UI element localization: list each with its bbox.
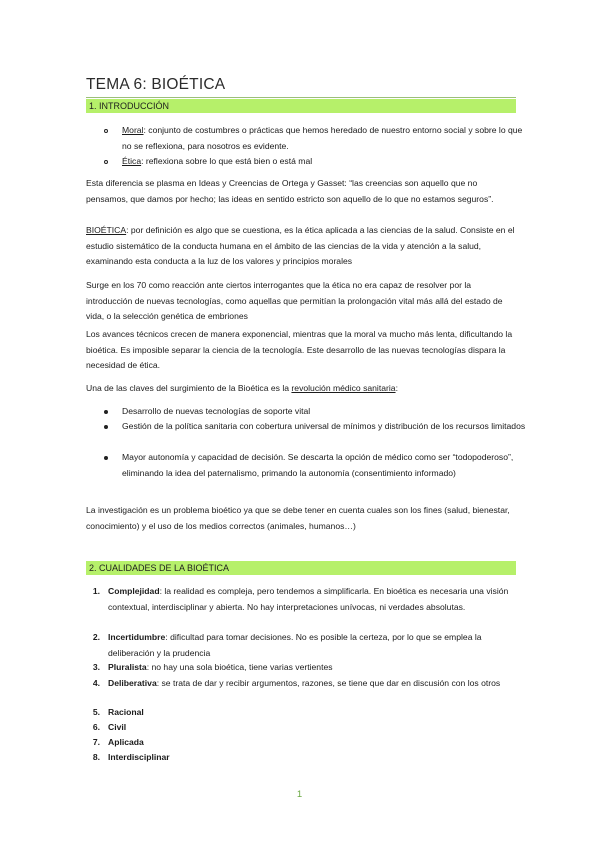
term-civil: Civil [108,722,127,732]
definition-text: : conjunto de costumbres o prácticas que hemos heredado de nuestro entorno social y sobre lo que no se reflexiona, para nosotros es evidente. [122,125,523,151]
term-etica: Ética [122,156,142,166]
paragraph-investigacion: La investigación es un problema bioético ya que se debe tener en cuenta cuales son los fines (salud, bienestar, conocimiento) y el uso de los medios correctos (animales, humanos…) [86,505,510,531]
dot-bullet-icon [104,450,108,466]
term-bioetica: BIOÉTICA [86,225,127,235]
dot-bullet-icon [104,419,108,435]
term-aplicada: Aplicada [108,737,144,747]
dot-bullet-icon [104,404,108,420]
section-heading-introduccion: 1. INTRODUCCIÓN [86,99,516,113]
document-page: TEMA 6: BIOÉTICA 1. INTRODUCCIÓN Moral: conjunto de costumbres o prácticas que hemos heredado de nuestro entorno social y sobre lo que no se reflexiona, para nosotros es evidente. Ética: reflexiona sobre lo que está bien o está mal Esta diferencia se plasma en Ideas y Creencias de Ortega y Gasset: “las creencias son aquello que no pensamos, que damos por hecho; las ideas en sentido estricto son aquello de lo que no estamos seguros”. BIOÉTICA: por definición es algo que se cuestiona, es la ética aplicada a las ciencias de la salud. Consiste en el estudio sistemático de la conducta humana en el ámbito de las ciencias de la vida y atención a la salud, examinando esta conducta a la luz de los valores y principios morales Surge en los 70 como reacción ante ciertos interrogantes que la ética no era capaz de resolver por la introducción de nuevas tecnologías, como aquellas que permitían la prolongación vital más allá del estado de vida, o la selección genética de embriones Los avances técnicos crecen de manera exponencial, mientras que la moral va mucho más lenta, dificultando la bioética. Es imposible separar la ciencia de la tecnología. Este desarrollo de las nuevas tecnologías dispara la necesidad de ética. Una de las claves del surgimiento de la Bioética es la revolución médico sanitaria: Desarrollo de nuevas tecnologías de soporte vital Gestión de la política sanitaria con cobertura universal de mínimos y distribución de los recursos limitados Mayor autonomía y capacidad de decisión. Se descarta la opción de médico como ser “todopoderoso”, eliminando la idea del paternalismo, primando la autonomía (consentimiento informado) La investigación es un problema bioético ya que se debe tener en cuenta cuales son los fines (salud, bienestar, conocimiento) y el uso de los medios correctos (animales, humanos…) 2. CUALIDADES DE LA BIOÉTICA 1. Complejidad: la realidad es compleja, pero tendemos a simplificarla. En bioética es necesaria una visión contextual, interdisciplinar y abierta. No hay interpretaciones unívocas, ni verdades absolutas. 2. Incertidumbre: dificultad para tomar decisiones. No es posible la certeza, por lo que se emplea la deliberación y la prudencia 3. Pluralista: no hay una sola bioética, tiene varias vertientes 4. Deliberativa: se trata de dar y recibir argumentos, razones, se tiene que dar en discusión con los otros 5. Racional 6. Civil 7. Aplicada 8. Interdisciplinar 1 [0,0,599,848]
term-moral: Moral [122,125,144,135]
term-deliberativa: Deliberativa [108,678,157,688]
definition-text: : reflexiona sobre lo que está bien o está mal [141,156,313,166]
circle-bullet-icon [104,154,108,170]
term-incertidumbre: Incertidumbre [108,632,166,642]
paragraph-avances: Los avances técnicos crecen de manera exponencial, mientras que la moral va mucho más lenta, dificultando la bioética. Es imposible separar la ciencia de la tecnología. Este desarrollo de las nuevas tecnologías dispara la necesidad de ética. [86,329,513,371]
page-number: 1 [296,789,303,800]
term-racional: Racional [108,707,144,717]
paragraph-claves: Una de las claves del surgimiento de la Bioética es la revolución médico sanitaria: [86,383,398,393]
section-heading-cualidades: 2. CUALIDADES DE LA BIOÉTICA [86,561,516,575]
term-pluralista: Pluralista [108,662,147,672]
term-complejidad: Complejidad [108,586,160,596]
page-title: TEMA 6: BIOÉTICA [86,76,516,98]
revolucion-medico-sanitaria-text: revolución médico sanitaria [291,383,396,393]
term-interdisciplinar: Interdisciplinar [108,752,170,762]
paragraph-bioetica: BIOÉTICA: por definición es algo que se cuestiona, es la ética aplicada a las ciencias de la salud. Consiste en el estudio sistemático de la conducta humana en el ámbito de las ciencias de la vida y atención a la salud, examinando esta conducta a la luz de los valores y principios morales [86,225,515,267]
circle-bullet-icon [104,123,108,139]
paragraph-origen: Surge en los 70 como reacción ante ciertos interrogantes que la ética no era capaz de resolver por la introducción de nuevas tecnologías, como aquellas que permitían la prolongación vital más allá del estado de vida, o la selección genética de embriones [86,280,503,322]
paragraph-ortega: Esta diferencia se plasma en Ideas y Creencias de Ortega y Gasset: “las creencias son aquello que no pensamos, que damos por hecho; las ideas en sentido estricto son aquello de lo que no estamos seguros”. [86,178,494,204]
